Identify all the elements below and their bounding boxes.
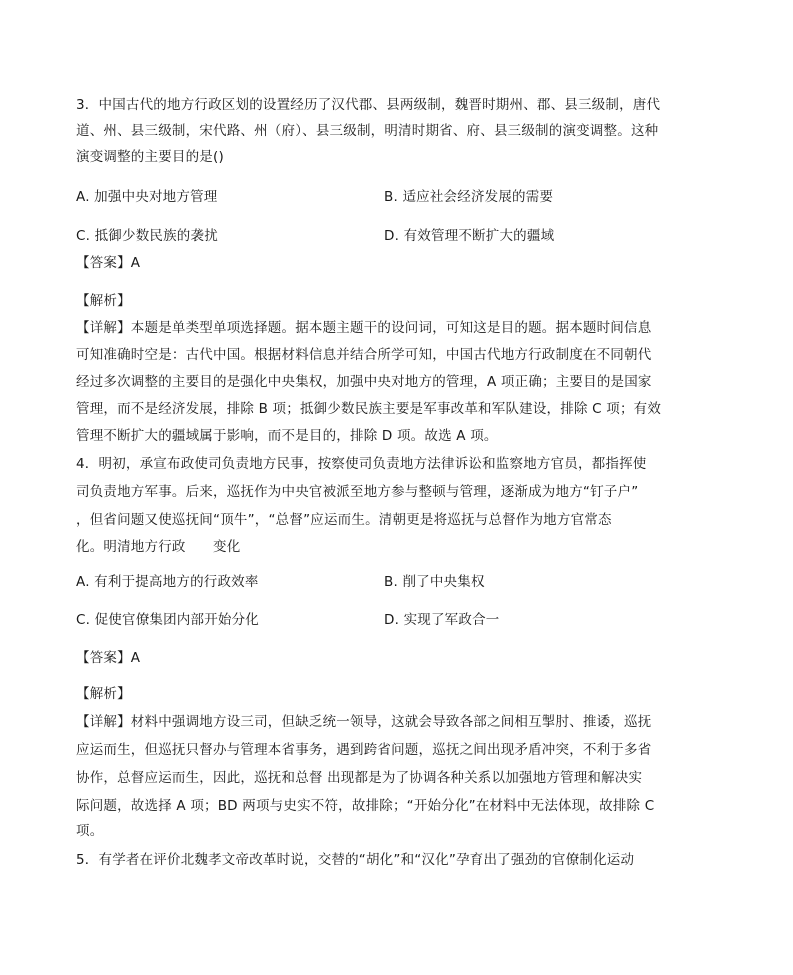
q3-stem-line-1: 3．中国古代的地方行政区划的设置经历了汉代郡、县两级制，魏晋时期州、郡、县三级制，唐代 (76, 97, 661, 113)
q3-option-a: A. 加强中央对地方管理 (76, 189, 218, 205)
q4-explain-line-4: 际问题，故选择 A 项；BD 两项与史实不符，故排除；“开始分化”在材料中无法体现，故排除 C (76, 798, 655, 814)
q3-option-b: B. 适应社会经济发展的需要 (384, 189, 554, 205)
q4-explain-line-1: 【详解】材料中强调地方设三司，但缺乏统一领导，这就会导致各部之间相互掣肘、推诿，巡抚 (76, 714, 652, 730)
q4-option-a: A. 有利于提高地方的行政效率 (76, 574, 259, 590)
q3-answer: 【答案】A (76, 255, 141, 271)
q3-explain-line-4: 管理，而不是经济发展，排除 B 项；抵御少数民族主要是军事改革和军队建设，排除 C 项；有效 (76, 401, 662, 417)
q4-option-d: D. 实现了军政合一 (384, 612, 500, 628)
q3-analysis-label: 【解析】 (76, 293, 131, 309)
q4-explain-line-2: 应运而生，但巡抚只督办与管理本省事务，遇到跨省问题，巡抚之间出现矛盾冲突，不利于多省 (76, 742, 652, 758)
q4-option-c: C. 促使官僚集团内部开始分化 (76, 612, 260, 628)
q3-option-d: D. 有效管理不断扩大的疆域 (384, 228, 555, 244)
q4-answer: 【答案】A (76, 650, 141, 666)
q5-stem-line-1: 5．有学者在评价北魏孝文帝改革时说，交替的“胡化”和“汉化”孕育出了强劲的官僚制化运动 (76, 852, 635, 868)
q3-stem-line-2: 道、州、县三级制，宋代路、州（府）、县三级制，明清时期省、府、县三级制的演变调整。这种 (76, 123, 659, 139)
q3-explain-line-5: 管理不断扩大的疆域属于影响，而不是目的，排除 D 项。故选 A 项。 (76, 428, 498, 444)
q4-stem-line-4: 化。明清地方行政 变化 (76, 539, 241, 555)
q4-stem-line-2: 司负责地方军事。后来，巡抚作为中央官被派至地方参与整顿与管理，逐渐成为地方“钉子户” (76, 484, 639, 500)
q4-analysis-label: 【解析】 (76, 686, 131, 702)
q4-option-b: B. 削了中央集权 (384, 574, 485, 590)
q4-stem-line-3: ，但省问题又使巡抚间“顶牛”，“总督”应运而生。清朝更是将巡抚与总督作为地方官常态 (76, 512, 612, 528)
q3-stem-line-3: 演变调整的主要目的是() (76, 149, 224, 165)
q4-explain-line-5: 项。 (76, 823, 104, 839)
q3-explain-line-3: 经过多次调整的主要目的是强化中央集权，加强中央对地方的管理，A 项正确；主要目的是国家 (76, 374, 652, 390)
q3-option-c: C. 抵御少数民族的袭扰 (76, 228, 218, 244)
q4-explain-line-3: 协作，总督应运而生，因此，巡抚和总督 出现都是为了协调各种关系以加强地方管理和解决实 (76, 770, 643, 786)
q3-explain-line-1: 【详解】本题是单类型单项选择题。据本题主题干的设问词，可知这是目的题。据本题时间信息 (76, 320, 652, 336)
q3-explain-line-2: 可知准确时空是：古代中国。根据材料信息并结合所学可知，中国古代地方行政制度在不同朝代 (76, 347, 652, 363)
q4-stem-line-1: 4．明初，承宣布政使司负责地方民事，按察使司负责地方法律诉讼和监察地方官员，都指挥使 (76, 456, 647, 472)
